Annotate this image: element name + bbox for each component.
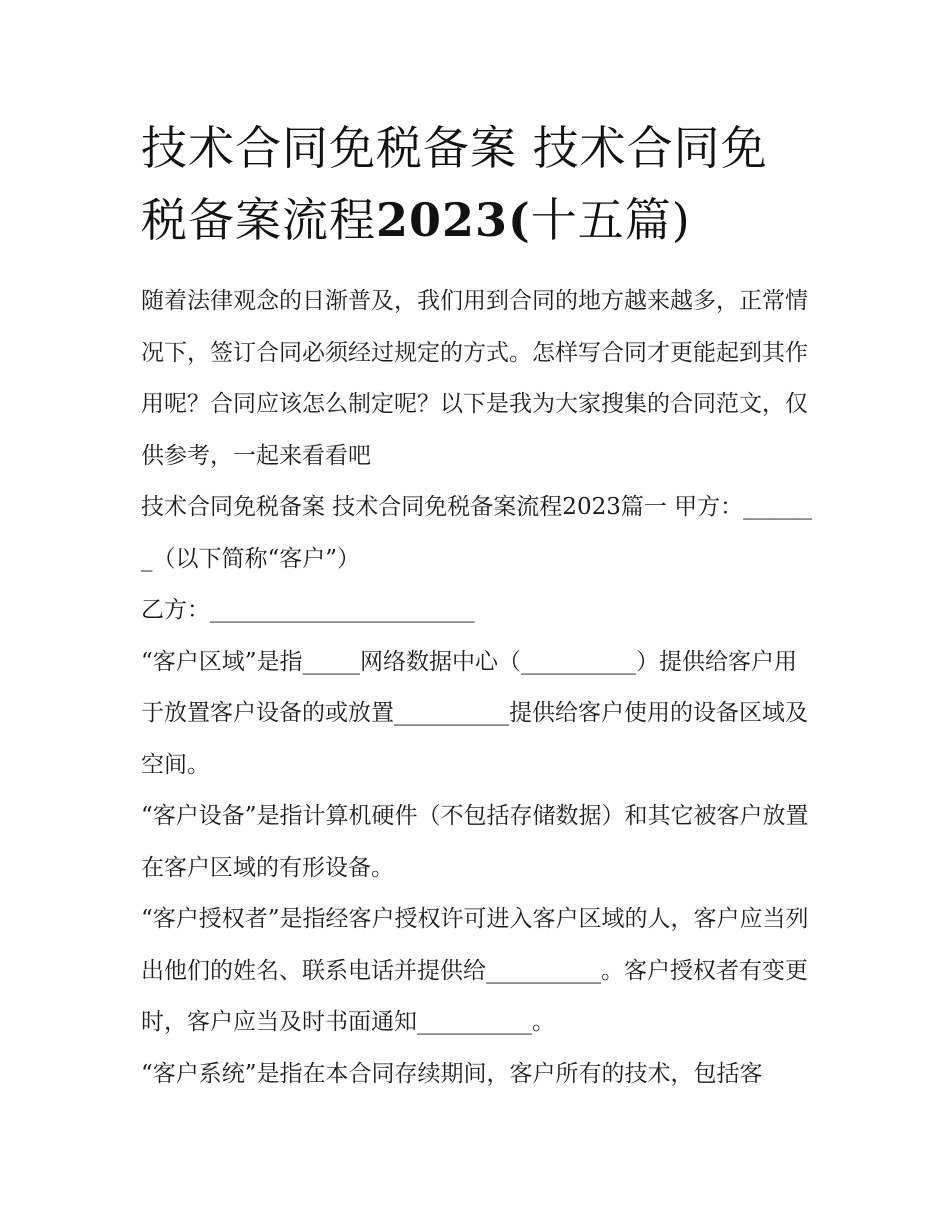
intro-paragraph: 随着法律观念的日渐普及，我们用到合同的地方越来越多，正常情况下，签订合同必须经过规定的方式。怎样写合同才更能起到其作用呢？合同应该怎么制定呢？以下是我为大家搜集的合同范文，仅供参考，一起来看看吧 <box>141 288 808 469</box>
definition-customer-area: “客户区域”是指_____网络数据中心（__________）提供给客户用于放置客户设备的或放置__________提供给客户使用的设备区域及空间。 <box>141 648 808 778</box>
title-year: 2023( <box>376 193 531 247</box>
definition-customer-authorized: “客户授权者”是指经客户授权许可进入客户区域的人，客户应当列出他们的姓名、联系电话并提供给__________。客户授权者有变更时，客户应当及时书面通知__________。 <box>141 906 809 1035</box>
document-title <box>141 112 813 256</box>
party-a-paragraph: 技术合同免税备案 技术合同免税备案流程2023篇一 甲方：_______（以下简称“客户”） <box>141 494 813 572</box>
definition-customer-system: “客户系统”是指在本合同存续期间，客户所有的技术，包括客 <box>141 1060 763 1087</box>
definition-customer-equipment: “客户设备”是指计算机硬件（不包括存储数据）和其它被客户放置在客户区域的有形设备。 <box>141 803 809 881</box>
title-tail: 十五篇) <box>530 193 691 247</box>
title-main: 技术合同免税备案 技术合同免税备案流程 <box>141 121 768 247</box>
document-body <box>141 112 813 1100</box>
party-b-paragraph: 乙方：_______________________ <box>141 597 475 623</box>
